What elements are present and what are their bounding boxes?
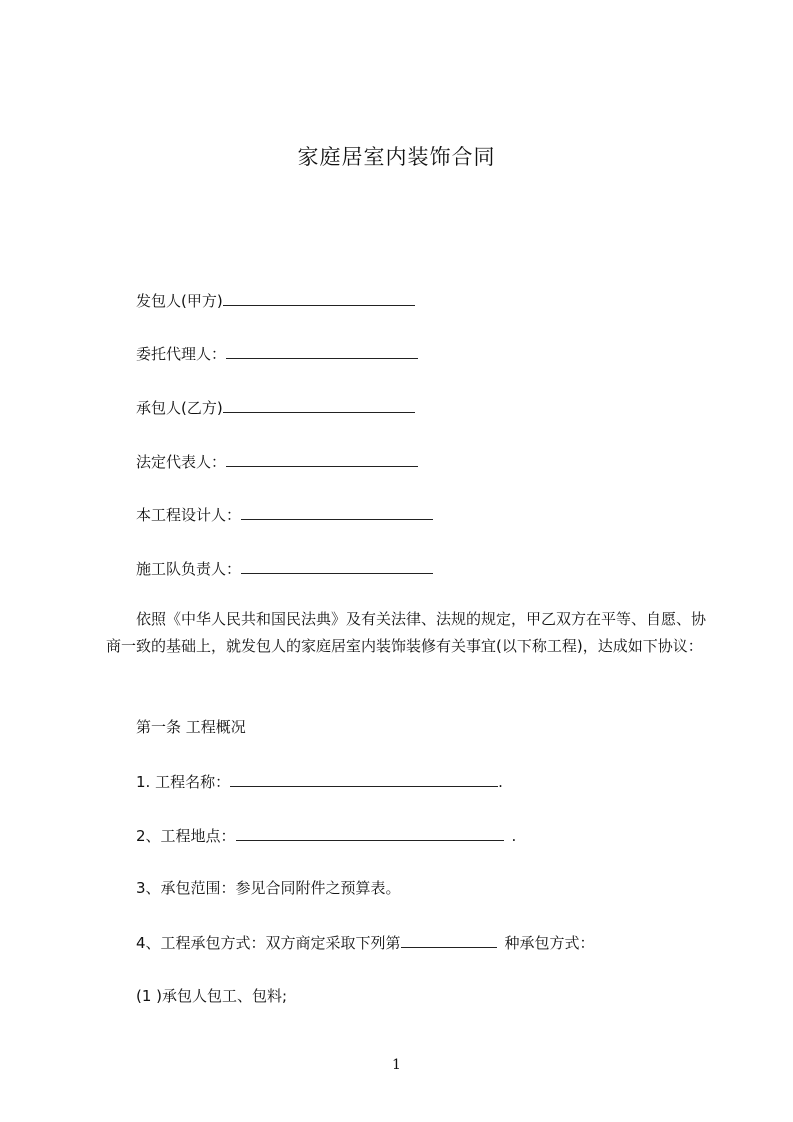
contractor-line — [136, 396, 415, 419]
intro-paragraph: 依照《中华人民共和国民法典》及有关法律、法规的规定，甲乙双方在平等、自愿、协商一致的基础上，就发包人的家庭居室内装饰装修有关事宜(以下称工程)，达成如下协议： — [106, 610, 707, 655]
project-location-label: 2、工程地点： — [136, 827, 236, 845]
project-name-line — [136, 770, 503, 793]
team-leader-label: 施工队负责人： — [136, 560, 242, 578]
page-number: 1 — [392, 1057, 401, 1073]
contract-method-end: 种承包方式： — [504, 934, 595, 952]
project-name-blank[interactable] — [230, 770, 498, 787]
project-location-blank[interactable] — [236, 824, 504, 841]
article1-heading: 第一条 工程概况 — [136, 718, 246, 736]
contract-method-line — [136, 931, 595, 954]
contractor-blank[interactable] — [223, 396, 415, 413]
designer-line — [136, 503, 433, 526]
employer-blank[interactable] — [223, 289, 415, 306]
project-location-end: . — [511, 827, 517, 845]
project-location-line — [136, 824, 516, 847]
designer-label: 本工程设计人： — [136, 506, 242, 524]
agent-label: 委托代理人： — [136, 345, 227, 363]
scope-line: 3、承包范围：参见合同附件之预算表。 — [136, 879, 401, 897]
legal-rep-label: 法定代表人： — [136, 453, 227, 471]
employer-label: 发包人(甲方) — [136, 292, 223, 310]
agent-blank[interactable] — [226, 342, 418, 359]
document-title: 家庭居室内装饰合同 — [297, 145, 496, 169]
contract-method-blank[interactable] — [401, 931, 497, 948]
agent-line — [136, 342, 418, 365]
contract-method-label: 4、工程承包方式：双方商定采取下列第 — [136, 934, 401, 952]
team-leader-line — [136, 557, 433, 580]
employer-line — [136, 289, 415, 312]
legal-rep-line — [136, 450, 418, 473]
legal-rep-blank[interactable] — [226, 450, 418, 467]
option-1-line: (1 )承包人包工、包料; — [136, 987, 288, 1005]
project-name-end: . — [498, 773, 503, 791]
project-name-label: 1. 工程名称： — [136, 773, 231, 791]
team-leader-blank[interactable] — [241, 557, 433, 574]
designer-blank[interactable] — [241, 503, 433, 520]
contractor-label: 承包人(乙方) — [136, 399, 223, 417]
